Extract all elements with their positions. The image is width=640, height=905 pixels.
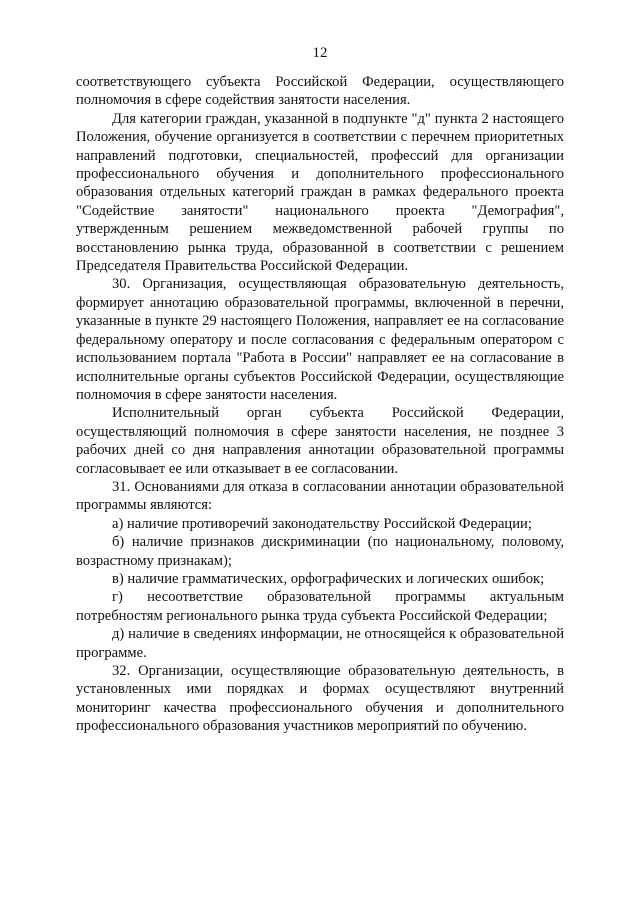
paragraph: Исполнительный орган субъекта Российской Федерации, осуществляющий полномочия в сфере занятости населения, не позднее 3 рабочих дней со дня направления аннотации образовательной программы согласовывает ее или отказывает в ее согласовании. (76, 405, 564, 477)
paragraph: Для категории граждан, указанной в подпункте "д" пункта 2 настоящего Положения, обучение организуется в соответствии с перечнем приоритетных направлений подготовки, специальностей, профессий для организации профессионального обучения и дополнительного профессионального образования отдельных категорий граждан в рамках федерального проекта "Содействие занятости" национального проекта "Демография", утвержденным решением межведомственной рабочей группы по восстановлению рынка труда, образованной в соответствии с решением Председателя Правительства Российской Федерации. (76, 110, 564, 275)
paragraph: в) наличие грамматических, орфографических и логических ошибок; (112, 570, 545, 587)
paragraph: г) несоответствие образовательной программы актуальным потребностям регионального рынка труда субъекта Российской Федерации; (76, 589, 564, 624)
paragraph: 30. Организация, осуществляющая образовательную деятельность, формирует аннотацию образовательной программы, включенной в перечни, указанные в пункте 29 настоящего Положения, направляет ее на согласование федеральному оператору и после согласования с федеральным оператором с использованием портала "Работа в России" направляет ее на согласование в исполнительные органы субъектов Российской Федерации, осуществляющие полномочия в сфере занятости населения. (76, 276, 564, 403)
paragraph: 31. Основаниями для отказа в согласовании аннотации образовательной программы являются: (76, 478, 564, 514)
paragraph: соответствующего субъекта Российской Федерации, осуществляющего полномочия в сфере содействия занятости населения. (76, 74, 564, 109)
paragraph: а) наличие противоречий законодательству Российской Федерации; (112, 515, 532, 532)
paragraph: б) наличие признаков дискриминации (по национальному, половому, возрастному признакам); (76, 534, 564, 569)
page-number: 12 (312, 45, 328, 61)
paragraph: д) наличие в сведениях информации, не относящейся к образовательной программе. (76, 626, 564, 661)
document-body (76, 73, 564, 736)
paragraph: 32. Организации, осуществляющие образовательную деятельность, в установленных ими порядках и формах осуществляют внутренний мониторинг качества профессионального обучения и дополнительного профессионального образования участников мероприятий по обучению. (76, 663, 564, 735)
